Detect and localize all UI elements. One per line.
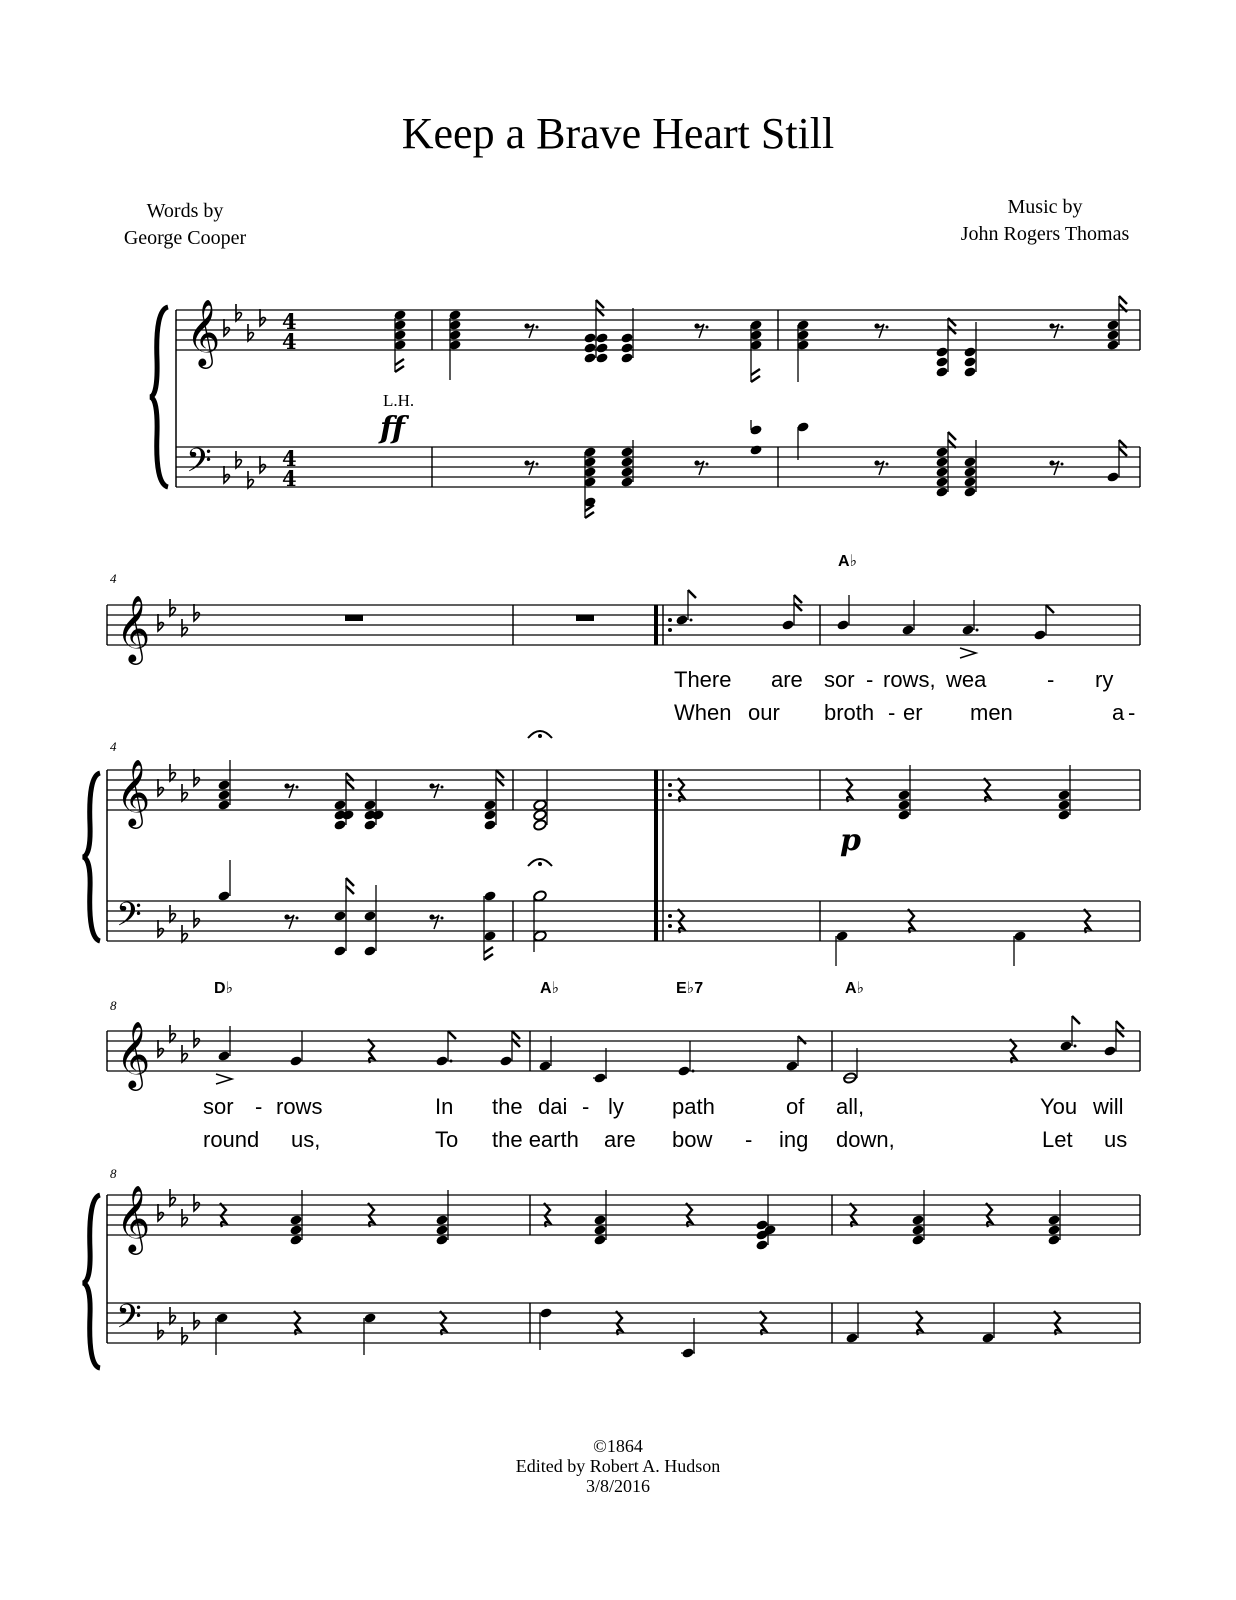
lyric-syllable: You — [1040, 1094, 1078, 1119]
lyric-syllable: When — [674, 700, 732, 725]
melody-notes — [216, 1016, 1124, 1084]
chord-notes — [217, 859, 1090, 966]
treble-clef-icon: 𝄞 — [116, 1184, 151, 1252]
whole-rest-icon — [345, 615, 363, 621]
lyric-syllable: - — [745, 1127, 753, 1152]
dynamic-marking: ff — [380, 411, 405, 446]
lyric-syllable: There — [674, 667, 732, 692]
lyric-syllable: men — [970, 700, 1013, 725]
lyric-syllable: In — [435, 1094, 454, 1119]
treble-clef-icon: 𝄞 — [186, 298, 221, 366]
lyric-syllable: - — [1047, 667, 1055, 692]
editor-credit: Edited by Robert A. Hudson — [515, 1456, 721, 1476]
chord-notes — [217, 731, 1070, 831]
treble-staff-1 — [176, 310, 1140, 350]
lyric-syllable: bow — [672, 1127, 713, 1152]
lyric-syllable: round — [203, 1127, 260, 1152]
bass-clef-icon: 𝄢 — [116, 1298, 142, 1344]
lyric-syllable: a — [1112, 700, 1125, 725]
vocal-staff-2 — [107, 605, 1140, 645]
bass-staff-1 — [176, 447, 1140, 487]
lyric-syllable: are — [771, 667, 803, 692]
copyright-year: ©1864 — [593, 1436, 643, 1456]
composer-name: John Rogers Thomas — [960, 223, 1130, 245]
chord-notes — [524, 420, 1127, 518]
lyric-syllable: will — [1093, 1094, 1124, 1119]
lyric-syllable: - — [1128, 700, 1136, 725]
bass-staff-2 — [107, 901, 1140, 941]
lyric-syllable: path — [672, 1094, 715, 1119]
edit-date: 3/8/2016 — [585, 1476, 650, 1496]
lyric-syllable: rows — [276, 1094, 323, 1119]
chord-symbol: E♭7 — [676, 980, 704, 997]
vocal-staff-3 — [107, 1031, 1140, 1071]
lyric-syllable: all, — [836, 1094, 865, 1119]
lyrics-verse-2 — [674, 700, 1135, 725]
chord-symbol: A♭ — [838, 553, 858, 570]
treble-staff-3 — [107, 1195, 1140, 1235]
lyricist-name: George Cooper — [123, 227, 247, 249]
lyrics-verse-2 — [203, 1127, 1127, 1152]
lyric-syllable: - — [888, 700, 896, 725]
chord-notes — [448, 300, 762, 382]
lyric-syllable: ry — [1095, 667, 1114, 692]
system-2 — [83, 553, 1140, 966]
system-3 — [83, 980, 1140, 1368]
lyrics-verse-1 — [203, 1094, 1124, 1119]
lyric-syllable: the — [492, 1094, 523, 1119]
lyrics-verse-1 — [674, 667, 1113, 692]
lyric-syllable: are — [604, 1127, 636, 1152]
svg-text:4: 4 — [282, 309, 297, 334]
lyric-syllable: ly — [608, 1094, 624, 1119]
lyric-syllable: Let — [1042, 1127, 1073, 1152]
chord-notes — [220, 1190, 1061, 1251]
measure-number: 8 — [110, 1166, 117, 1181]
grand-staff-brace — [83, 773, 100, 941]
page-title: Keep a Brave Heart Still — [401, 109, 835, 158]
svg-text:4: 4 — [282, 446, 297, 471]
grand-staff-brace — [150, 307, 168, 487]
chord-symbol: A♭ — [845, 980, 865, 997]
lyric-syllable: the earth — [492, 1127, 579, 1152]
lyric-syllable: To — [435, 1127, 459, 1152]
time-signature — [282, 309, 297, 491]
chord-notes — [215, 1303, 1060, 1359]
composer-label: Music by — [1007, 196, 1083, 218]
lyric-syllable: wea — [946, 667, 987, 692]
melody-notes — [675, 590, 1054, 658]
lyric-syllable: - — [255, 1094, 263, 1119]
lyric-syllable: sor — [824, 667, 855, 692]
left-hand-marking: L.H. — [383, 391, 415, 410]
grand-staff-brace — [83, 1195, 100, 1368]
lyricist-label: Words by — [146, 200, 224, 222]
lyric-syllable: our — [748, 700, 780, 725]
svg-text:4: 4 — [282, 466, 297, 491]
treble-clef-icon: 𝄞 — [116, 758, 151, 826]
lyric-syllable: us — [1104, 1127, 1128, 1152]
lyric-syllable: us, — [291, 1127, 321, 1152]
measure-number: 8 — [110, 998, 117, 1013]
treble-clef-icon: 𝄞 — [116, 1020, 151, 1088]
lyric-syllable: ing — [779, 1127, 809, 1152]
lyric-syllable: down, — [836, 1127, 895, 1152]
chord-symbol: D♭ — [214, 980, 234, 997]
lyric-syllable: sor — [203, 1094, 234, 1119]
lyric-syllable: of — [786, 1094, 805, 1119]
measure-number: 4 — [110, 739, 117, 754]
system-1 — [150, 296, 1140, 518]
lyric-syllable: er — [903, 700, 923, 725]
chord-symbol: A♭ — [540, 980, 560, 997]
whole-rest-icon — [576, 615, 594, 621]
lyric-syllable: - — [866, 667, 874, 692]
dynamic-marking: p — [840, 823, 861, 858]
bass-clef-icon: 𝄢 — [186, 442, 212, 488]
lyric-syllable: rows, — [883, 667, 936, 692]
lyric-syllable: dai — [538, 1094, 568, 1119]
treble-clef-icon: 𝄞 — [116, 594, 151, 662]
lyric-syllable: broth — [824, 700, 875, 725]
page-footer — [0, 1436, 1236, 1496]
bass-clef-icon: 𝄢 — [116, 896, 142, 942]
svg-text:4: 4 — [282, 329, 297, 354]
chord-notes — [796, 296, 1127, 382]
lyric-syllable: - — [582, 1094, 590, 1119]
measure-number: 4 — [110, 571, 117, 586]
